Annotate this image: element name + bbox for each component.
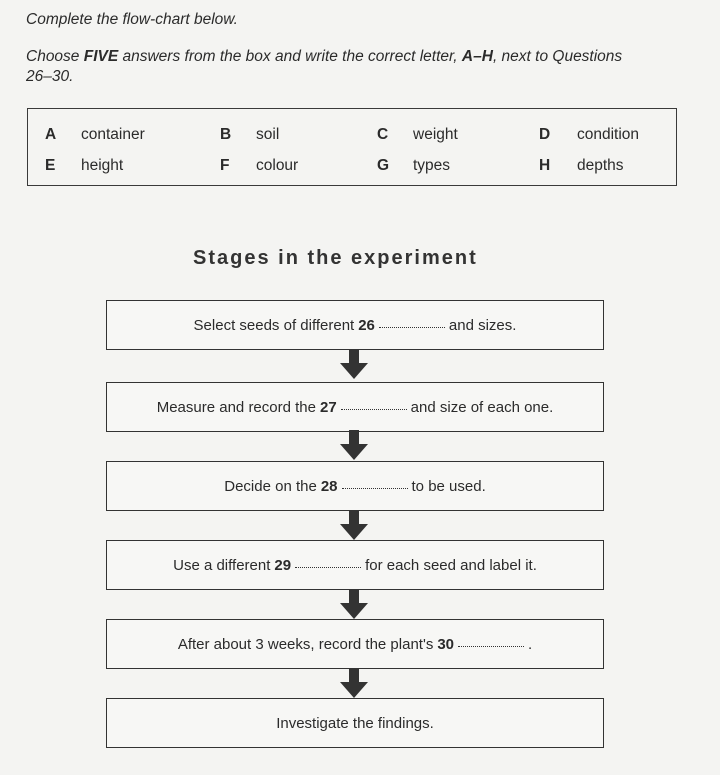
option-text: soil [256, 126, 280, 143]
option-text: colour [256, 157, 299, 174]
step-text: to be used. [411, 477, 486, 495]
question-number: 28 [320, 477, 338, 495]
arrow-down-icon [338, 349, 370, 381]
answer-blank[interactable] [342, 484, 408, 489]
flow-step-1 [106, 300, 604, 350]
option-text: container [81, 126, 145, 143]
option-letter: B [220, 126, 232, 143]
options-box [27, 108, 677, 186]
arrow-down-icon [338, 589, 370, 621]
step-text: Select seeds of different [193, 316, 355, 334]
question-number: 30 [437, 635, 455, 653]
flowchart-heading: Stages in the experiment [193, 247, 478, 269]
instruction-emphasis-five: FIVE [83, 48, 119, 65]
step-text: and size of each one. [410, 398, 554, 416]
step-text: and sizes. [448, 316, 517, 334]
instruction-text: answers from the box and write the correct letter, [118, 48, 462, 65]
arrow-down-icon [338, 510, 370, 542]
answer-blank[interactable] [295, 563, 361, 568]
option-text: depths [577, 157, 624, 174]
arrow-down-icon [338, 430, 370, 462]
option-text: weight [413, 126, 458, 143]
option-letter: A [45, 126, 57, 143]
option-letter: H [539, 157, 551, 174]
instruction-emphasis-range: A–H [461, 48, 493, 65]
option-letter: D [539, 126, 551, 143]
arrow-down-icon [338, 668, 370, 700]
option-letter: C [377, 126, 389, 143]
step-text: Investigate the findings. [276, 714, 434, 732]
flow-step-2 [106, 382, 604, 432]
question-number: 29 [274, 556, 292, 574]
step-text: Measure and record the [156, 398, 316, 416]
option-letter: E [45, 157, 56, 174]
flow-step-6 [106, 698, 604, 748]
answer-blank[interactable] [458, 642, 524, 647]
step-text: . [528, 635, 533, 653]
option-letter: G [377, 157, 390, 174]
instruction-text: Choose [26, 48, 84, 65]
option-text: height [81, 157, 124, 174]
flow-step-4 [106, 540, 604, 590]
option-text: condition [577, 126, 640, 143]
instruction-line-1: Complete the flow-chart below. [26, 11, 238, 28]
step-text: After about 3 weeks, record the plant's [177, 635, 434, 653]
instruction-text: , next to Questions 26–30. [26, 48, 623, 85]
question-number: 26 [358, 316, 375, 334]
flow-step-5 [106, 619, 604, 669]
question-number: 27 [319, 398, 337, 416]
answer-blank[interactable] [379, 323, 445, 328]
option-text: types [413, 157, 451, 174]
option-letter: F [220, 157, 230, 174]
instruction-line-2 [26, 47, 626, 87]
flow-step-3 [106, 461, 604, 511]
step-text: Use a different [173, 556, 271, 574]
step-text: Decide on the [224, 477, 317, 495]
answer-blank[interactable] [341, 405, 407, 410]
step-text: for each seed and label it. [365, 556, 537, 574]
